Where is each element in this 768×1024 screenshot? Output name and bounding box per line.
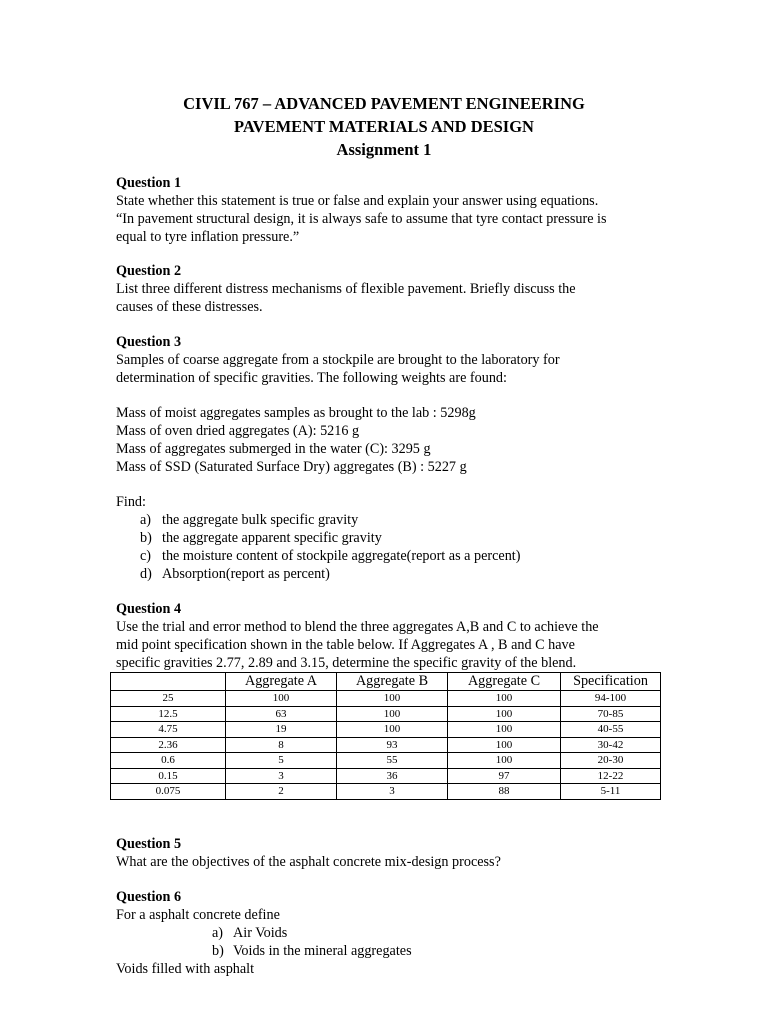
mass-line: Mass of SSD (Saturated Surface Dry) aggregates (B) : 5227 g [116, 459, 467, 475]
question-2 [116, 262, 676, 316]
question-1-line: State whether this statement is true or false and explain your answer using equations. [116, 193, 599, 209]
table-cell: 63 [226, 706, 337, 722]
table-cell: 12-22 [561, 768, 661, 784]
table-cell: 5 [226, 753, 337, 769]
table-cell: 100 [448, 722, 561, 738]
question-6-trailing: Voids filled with asphalt [116, 961, 255, 977]
table-cell: 100 [337, 722, 448, 738]
table-cell: 2.36 [111, 737, 226, 753]
define-list [116, 924, 676, 960]
list-item-label: d) [140, 566, 152, 582]
table-cell: 0.6 [111, 753, 226, 769]
table-row [111, 753, 661, 769]
table-cell: 5-11 [561, 784, 661, 800]
list-item-text: Air Voids [233, 925, 288, 941]
table-cell: 100 [337, 691, 448, 707]
table-cell: 94-100 [561, 691, 661, 707]
subject-title: PAVEMENT MATERIALS AND DESIGN [234, 117, 534, 136]
question-5 [116, 835, 676, 871]
course-title: CIVIL 767 – ADVANCED PAVEMENT ENGINEERING [183, 94, 585, 113]
question-2-line: causes of these distresses. [116, 299, 263, 315]
question-3 [116, 333, 676, 387]
table-cell: 30-42 [561, 737, 661, 753]
list-item [116, 942, 676, 960]
list-item [116, 511, 676, 529]
list-item [116, 547, 676, 565]
list-item-label: a) [140, 512, 152, 528]
table-cell: 100 [226, 691, 337, 707]
column-header [111, 673, 226, 691]
table-cell: 20-30 [561, 753, 661, 769]
list-item-label: b) [140, 530, 152, 546]
table-cell: 25 [111, 691, 226, 707]
question-2-line: List three different distress mechanisms of flexible pavement. Briefly discuss the [116, 281, 576, 297]
assignment-title: Assignment 1 [336, 140, 432, 159]
table-cell: 3 [337, 784, 448, 800]
question-6-heading: Question 6 [116, 889, 182, 905]
table-cell: 100 [448, 691, 561, 707]
question-4-line: specific gravities 2.77, 2.89 and 3.15, determine the specific gravity of the blend. [116, 655, 577, 671]
table-header-row [111, 673, 661, 691]
table-cell: 100 [448, 737, 561, 753]
column-header: Specification [561, 673, 661, 691]
table-row [111, 737, 661, 753]
question-2-heading: Question 2 [116, 263, 182, 279]
gradation-table [110, 672, 661, 800]
table-cell: 8 [226, 737, 337, 753]
table-cell: 97 [448, 768, 561, 784]
mass-line: Mass of oven dried aggregates (A): 5216 g [116, 423, 360, 439]
list-item-text: Absorption(report as percent) [162, 566, 330, 582]
table-cell: 100 [448, 753, 561, 769]
question-1-line: equal to tyre inflation pressure.” [116, 229, 300, 245]
table-row [111, 691, 661, 707]
mass-line: Mass of moist aggregates samples as brought to the lab : 5298g [116, 405, 476, 421]
table-cell: 3 [226, 768, 337, 784]
question-6 [116, 888, 676, 978]
question-5-heading: Question 5 [116, 836, 182, 852]
list-item [116, 529, 676, 547]
table-cell: 12.5 [111, 706, 226, 722]
table-row [111, 706, 661, 722]
question-5-line: What are the objectives of the asphalt concrete mix-design process? [116, 854, 501, 870]
column-header: Aggregate C [448, 673, 561, 691]
question-3-line: determination of specific gravities. The following weights are found: [116, 370, 507, 386]
table-cell: 88 [448, 784, 561, 800]
table-cell: 36 [337, 768, 448, 784]
question-4-line: mid point specification shown in the table below. If Aggregates A , B and C have [116, 637, 575, 653]
list-item-text: the aggregate bulk specific gravity [162, 512, 359, 528]
question-1-line: “In pavement structural design, it is always safe to assume that tyre contact pressure is [116, 211, 607, 227]
column-header: Aggregate A [226, 673, 337, 691]
list-item-label: b) [212, 943, 224, 959]
list-item-text: the moisture content of stockpile aggregate(report as a percent) [162, 548, 521, 564]
list-item-label: a) [212, 925, 224, 941]
question-3-masses [116, 404, 676, 476]
list-item-text: Voids in the mineral aggregates [233, 943, 412, 959]
table-cell: 55 [337, 753, 448, 769]
question-3-heading: Question 3 [116, 334, 182, 350]
table-cell: 19 [226, 722, 337, 738]
table-cell: 100 [337, 706, 448, 722]
question-1-heading: Question 1 [116, 175, 182, 191]
list-item-label: c) [140, 548, 152, 564]
table-row [111, 784, 661, 800]
table-cell: 0.075 [111, 784, 226, 800]
find-list [116, 511, 676, 583]
table-cell: 4.75 [111, 722, 226, 738]
table-cell: 70-85 [561, 706, 661, 722]
table-cell: 0.15 [111, 768, 226, 784]
question-4-heading: Question 4 [116, 601, 182, 617]
question-3-find [116, 493, 676, 583]
table-cell: 93 [337, 737, 448, 753]
question-4-line: Use the trial and error method to blend the three aggregates A,B and C to achieve the [116, 619, 599, 635]
list-item [116, 924, 676, 942]
table-cell: 100 [448, 706, 561, 722]
list-item-text: the aggregate apparent specific gravity [162, 530, 382, 546]
column-header: Aggregate B [337, 673, 448, 691]
table-cell: 2 [226, 784, 337, 800]
table-row [111, 722, 661, 738]
question-3-line: Samples of coarse aggregate from a stockpile are brought to the laboratory for [116, 352, 560, 368]
question-1 [116, 174, 676, 246]
question-6-intro: For a asphalt concrete define [116, 907, 280, 923]
question-4 [116, 600, 676, 672]
table-row [111, 768, 661, 784]
table-cell: 40-55 [561, 722, 661, 738]
find-label: Find: [116, 494, 146, 510]
list-item [116, 565, 676, 583]
mass-line: Mass of aggregates submerged in the water (C): 3295 g [116, 441, 431, 457]
